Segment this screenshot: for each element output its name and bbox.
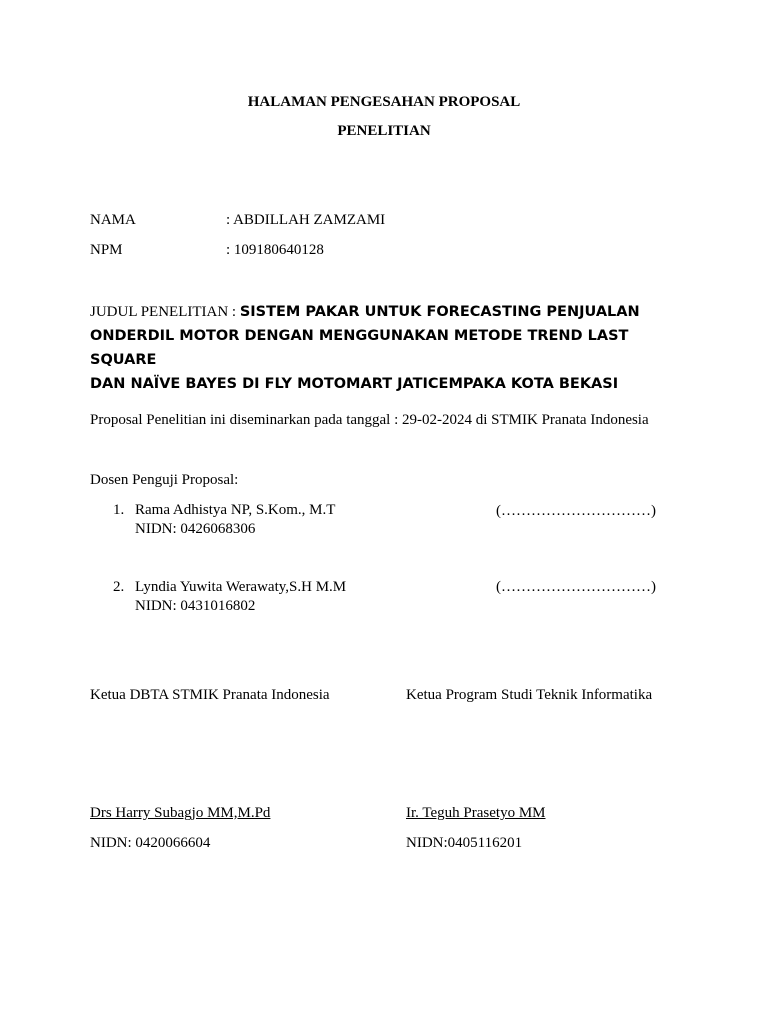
examiner-nidn: NIDN: 0426068306 <box>135 521 256 537</box>
examiner-number: 2. <box>113 579 125 595</box>
page-subtitle: PENELITIAN <box>337 123 431 139</box>
right-signatory-role: Ketua Program Studi Teknik Informatika <box>406 687 653 703</box>
left-signatory-name: Drs Harry Subagjo MM,M.Pd <box>90 805 271 821</box>
npm-label: NPM <box>90 242 123 258</box>
examiner-signature-line: (…………………………) <box>496 503 656 519</box>
examiner-name: Rama Adhistya NP, S.Kom., M.T <box>135 502 336 518</box>
left-signatory-nidn: NIDN: 0420066604 <box>90 835 211 851</box>
research-title-label: JUDUL PENELITIAN : <box>90 304 240 320</box>
nama-value: : ABDILLAH ZAMZAMI <box>226 212 386 228</box>
examiner-signature-line: (…………………………) <box>496 579 656 595</box>
nama-label: NAMA <box>90 212 136 228</box>
left-signatory-role: Ketua DBTA STMIK Pranata Indonesia <box>90 687 330 703</box>
research-title-line-2: ONDERDIL MOTOR DENGAN MENGGUNAKAN METODE TREND LAST SQUARE <box>90 328 629 368</box>
examiner-name: Lyndia Yuwita Werawaty,S.H M.M <box>135 579 347 595</box>
examiners-heading: Dosen Penguji Proposal: <box>90 472 239 488</box>
seminar-statement: Proposal Penelitian ini diseminarkan pada tanggal : 29-02-2024 di STMIK Pranata Indonesia <box>90 412 649 428</box>
npm-value: : 109180640128 <box>226 242 324 258</box>
research-title-line-3: DAN NAÏVE BAYES DI FLY MOTOMART JATICEMPAKA KOTA BEKASI <box>90 376 619 392</box>
right-signatory-nidn: NIDN:0405116201 <box>406 835 523 851</box>
page-title: HALAMAN PENGESAHAN PROPOSAL <box>247 94 521 110</box>
research-title-line-1: SISTEM PAKAR UNTUK FORECASTING PENJUALAN <box>239 304 640 320</box>
right-signatory-name: Ir. Teguh Prasetyo MM <box>406 805 546 821</box>
research-title-block <box>90 300 690 396</box>
examiner-number: 1. <box>113 502 125 518</box>
examiner-nidn: NIDN: 0431016802 <box>135 598 256 614</box>
